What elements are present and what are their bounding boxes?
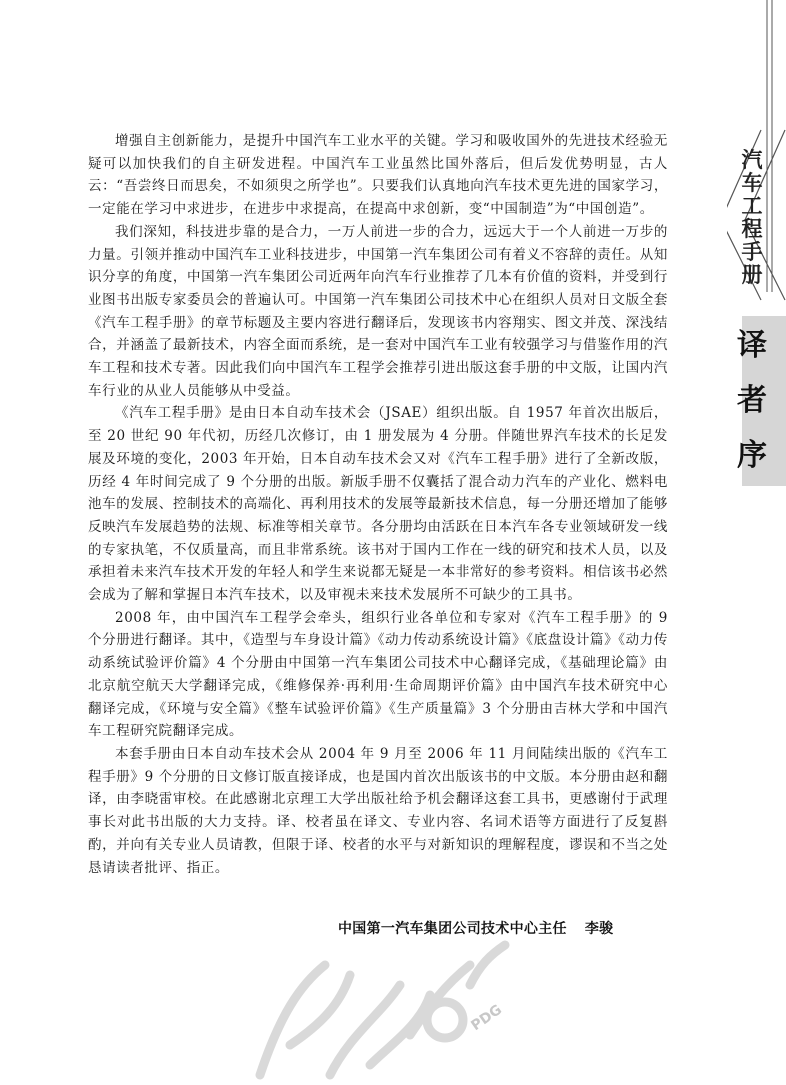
watermark-seal <box>230 925 530 1085</box>
title-char: 程 <box>741 216 763 241</box>
paragraph: 增强自主创新能力，是提升中国汽车工业水平的关键。学习和吸收国外的先进技术经验无疑可以加快我们的自主研发进程。中国汽车工业虽然比国外落后，但后发优势明显，古人云：“吾尝终日而思矣，不如须臾之所学也”。只要我们认真地向汽车技术更先进的国家学习，一定能在学习中求进步，在进步中求提高，在提高中求创新，变“中国制造”为“中国创造”。 <box>88 133 668 218</box>
side-tab <box>727 0 786 500</box>
title-char: 汽 <box>741 147 763 172</box>
handbook-title-vertical <box>737 148 767 286</box>
signature-title: 中国第一汽车集团公司技术中心主任 <box>338 921 567 937</box>
section-char: 序 <box>737 438 767 473</box>
title-char: 册 <box>741 262 763 287</box>
paragraph: 本套手册由日本自动车技术会从 2004 年 9 月至 2006 年 11 月间陆续出版的《汽车工程手册》9 个分册的日文修订版直接译成，也是国内首次出版该书的中文版。本分册由赵和翻译，由李晓雷审校。在此感谢北京理工大学出版社给予机会翻译这套工具书，更感谢付于武理事长对此书出版的大力支持。译、校者虽在译文、专业内容、名词术语等方面进行了反复斟酌，并向有关专业人员请教，但限于译、校者的水平与对新知识的理解程度，谬误和不当之处恳请读者批评、指正。 <box>88 745 668 876</box>
section-char: 者 <box>737 383 767 418</box>
paragraph: 《汽车工程手册》是由日本自动车技术会（JSAE）组织出版。自 1957 年首次出版后，至 20 世纪 90 年代初，历经几次修订，由 1 册发展为 4 分册。伴随世界汽车技术的长足发展及环境的变化，2003 年开始，日本自动车技术会又对《汽车工程手册》进行了全新改版，历经 4 年时间完成了 9 个分册的出版。新版手册不仅囊括了混合动力汽车的产业化、燃料电池车的发展、控制技术的高端化、再利用技术的发展等最新技术信息，每一分册还增加了能够反映汽车发展趋势的法规、标准等相关章节。各分册均由活跃在日本汽车各专业领域研发一线的专家执笔，不仅质量高，而且非常系统。该书对于国内工作在一线的研究和技术人员，以及承担着未来汽车技术开发的年轻人和学生来说都无疑是一本非常好的参考资料。相信该书必然会成为了解和掌握日本汽车技术，以及审视未来技术发展所不可缺少的工具书。 <box>88 405 668 604</box>
title-char: 工 <box>741 193 763 218</box>
section-title-vertical <box>737 318 767 483</box>
preface-body <box>88 130 668 879</box>
paragraph: 我们深知，科技进步靠的是合力，一万人前进一步的合力，远远大于一个人前进一万步的力量。引领并推动中国汽车工业科技进步，中国第一汽车集团公司有着义不容辞的责任。从知识分享的角度，中国第一汽车集团公司近两年向汽车行业推荐了几本有价值的资料，并受到行业图书出版专家委员会的普遍认可。中国第一汽车集团公司技术中心在组织人员对日文版全套《汽车工程手册》的章节标题及主要内容进行翻译后，发现该书内容翔实、图文并茂、深浅结合，并涵盖了最新技术，内容全面而系统，是一套对中国汽车工业有较强学习与借鉴作用的汽车工程和技术专著。因此我们向中国汽车工程学会推荐引进出版这套手册的中文版，让国内汽车行业的从业人员能够从中受益。 <box>88 223 668 399</box>
signature-name: 李骏 <box>584 921 614 937</box>
paragraph: 2008 年，由中国汽车工程学会牵头，组织行业各单位和专家对《汽车工程手册》的 9 个分册进行翻译。其中，《造型与车身设计篇》《动力传动系统设计篇》《底盘设计篇》《动力传动系统试验评价篇》4 个分册由中国第一汽车集团公司技术中心翻译完成，《基础理论篇》由北京航空航天大学翻译完成，《维修保养·再利用·生命周期评价篇》由中国汽车技术研究中心翻译完成，《环境与安全篇》《整车试验评价篇》《生产质量篇》3 个分册由吉林大学和中国汽车工程研究院翻译完成。 <box>88 609 668 740</box>
title-char: 车 <box>741 170 763 195</box>
title-char: 手 <box>741 239 763 264</box>
watermark-text: PDG <box>468 1001 505 1035</box>
section-char: 译 <box>737 328 767 363</box>
